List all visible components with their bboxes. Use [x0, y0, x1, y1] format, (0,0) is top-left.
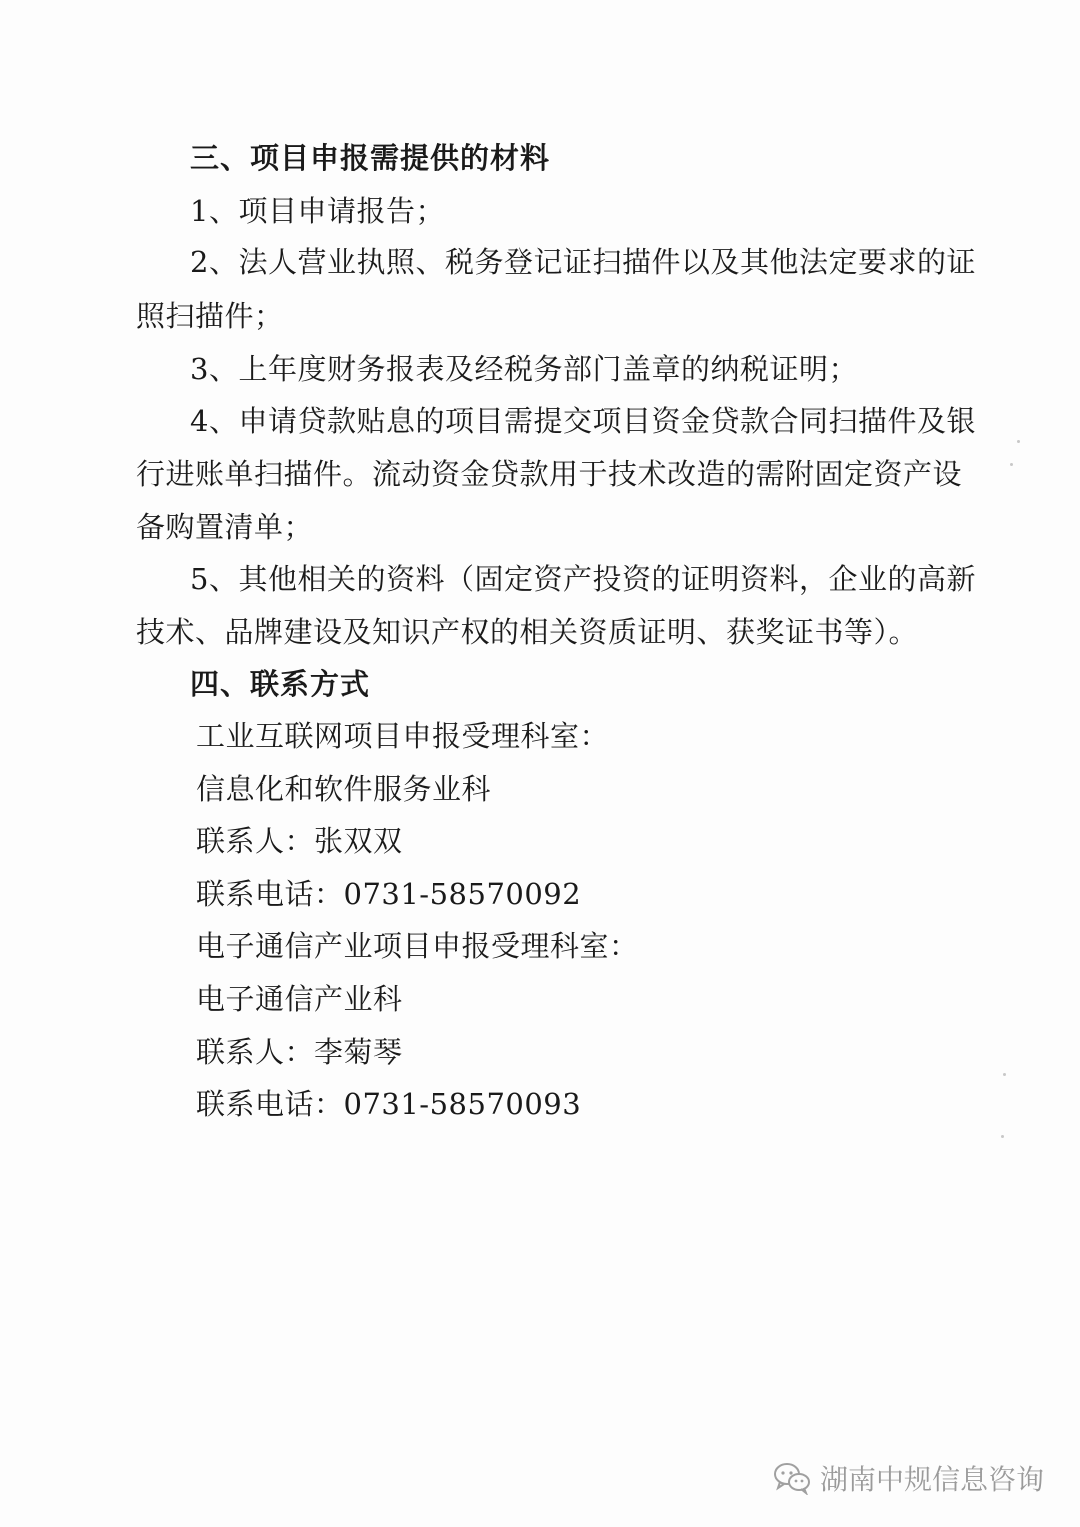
scan-speck: [1001, 1135, 1004, 1138]
watermark: [772, 1458, 1044, 1498]
office1: 工业互联网项目申报受理科室：: [196, 719, 610, 753]
scan-speck: [1010, 463, 1013, 466]
section3-heading: 三、项目申报需提供的材料: [190, 141, 551, 175]
item3: 3、上年度财务报表及经税务部门盖章的纳税证明；: [190, 352, 858, 386]
phone2: 联系电话：0731-58570093: [196, 1087, 582, 1121]
phone1: 联系电话：0731-58570092: [196, 877, 582, 911]
watermark-text: 湖南中规信息咨询: [819, 1463, 1044, 1496]
item5-line2: 技术、品牌建设及知识产权的相关资质证明、获奖证书等）。: [136, 615, 919, 649]
item1: 1、项目申请报告；: [190, 194, 445, 228]
scan-speck: [1017, 440, 1020, 443]
section4-heading: 四、联系方式: [190, 667, 371, 701]
item4-line3: 备购置清单；: [136, 510, 314, 544]
contact2: 联系人：李菊琴: [196, 1035, 403, 1069]
scan-speck: [1003, 1073, 1006, 1076]
item2-line2: 照扫描件；: [136, 299, 284, 333]
item4-line2: 行进账单扫描件。流动资金贷款用于技术改造的需附固定资产设: [136, 457, 963, 491]
wechat-icon: [772, 1461, 812, 1495]
item5-line1: 5、其他相关的资料（固定资产投资的证明资料，企业的高新: [190, 562, 976, 596]
dept2: 电子通信产业科: [196, 982, 403, 1016]
item4-line1: 4、申请贷款贴息的项目需提交项目资金贷款合同扫描件及银: [190, 404, 976, 438]
contact1: 联系人：张双双: [196, 824, 403, 858]
office2: 电子通信产业项目申报受理科室：: [196, 929, 639, 963]
item2-line1: 2、法人营业执照、税务登记证扫描件以及其他法定要求的证: [190, 245, 976, 279]
dept1: 信息化和软件服务业科: [196, 772, 492, 806]
